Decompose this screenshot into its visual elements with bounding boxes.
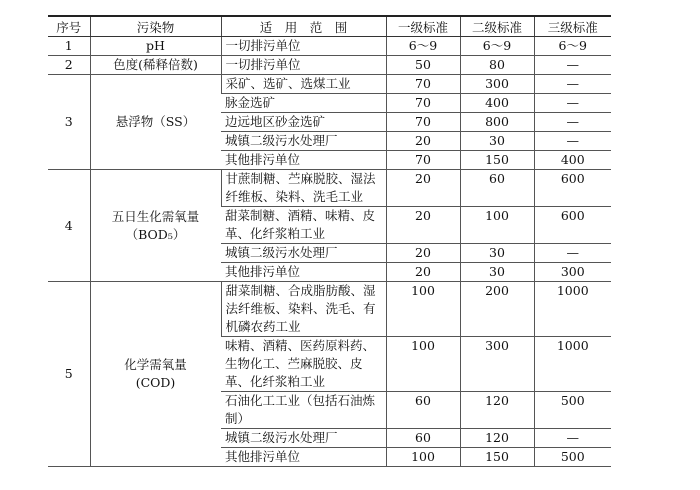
grade2-value: 300 <box>460 337 534 392</box>
scope-cell: 城镇二级污水处理厂 <box>221 132 386 151</box>
grade1-value: 70 <box>386 94 460 113</box>
grade2-value: 150 <box>460 448 534 467</box>
grade1-value: 60 <box>386 429 460 448</box>
pollutant-name: 色度(稀释倍数) <box>90 56 221 75</box>
grade3-value: — <box>534 113 611 132</box>
grade2-value: 6～9 <box>460 37 534 56</box>
grade1-value: 70 <box>386 113 460 132</box>
grade3-value: 6～9 <box>534 37 611 56</box>
grade3-value: 500 <box>534 392 611 429</box>
row-number: 4 <box>48 170 90 282</box>
grade2-value: 30 <box>460 244 534 263</box>
table-row <box>48 282 611 337</box>
grade2-value: 30 <box>460 132 534 151</box>
header-grade1: 一级标准 <box>386 16 460 37</box>
scope-cell: 脉金选矿 <box>221 94 386 113</box>
pollutant-name-line2: （BOD₅） <box>125 226 186 242</box>
grade2-value: 150 <box>460 151 534 170</box>
grade1-value: 100 <box>386 337 460 392</box>
row-number: 1 <box>48 37 90 56</box>
header-row <box>48 16 611 37</box>
grade2-value: 30 <box>460 263 534 282</box>
table-row <box>48 75 611 94</box>
grade2-value: 120 <box>460 429 534 448</box>
grade3-value: — <box>534 132 611 151</box>
grade3-value: 600 <box>534 170 611 207</box>
pollutant-name <box>90 170 221 282</box>
grade1-value: 20 <box>386 244 460 263</box>
grade3-value: — <box>534 94 611 113</box>
header-grade3: 三级标准 <box>534 16 611 37</box>
grade3-value: 400 <box>534 151 611 170</box>
grade1-value: 100 <box>386 282 460 337</box>
grade2-value: 60 <box>460 170 534 207</box>
scope-cell: 城镇二级污水处理厂 <box>221 429 386 448</box>
grade3-value: 1000 <box>534 282 611 337</box>
pollutant-name: 悬浮物（SS） <box>90 75 221 170</box>
row-number: 3 <box>48 75 90 170</box>
grade2-value: 400 <box>460 94 534 113</box>
table-row <box>48 56 611 75</box>
scope-cell: 石油化工工业（包括石油炼制） <box>221 392 386 429</box>
grade2-value: 200 <box>460 282 534 337</box>
scope-cell: 甜菜制糖、酒精、味精、皮革、化纤浆粕工业 <box>221 207 386 244</box>
pollutant-name-line1: 化学需氧量 <box>124 357 187 372</box>
scope-cell: 城镇二级污水处理厂 <box>221 244 386 263</box>
grade1-value: 20 <box>386 207 460 244</box>
grade1-value: 100 <box>386 448 460 467</box>
grade2-value: 800 <box>460 113 534 132</box>
header-pollutant: 污染物 <box>90 16 221 37</box>
grade1-value: 70 <box>386 75 460 94</box>
discharge-standards-table <box>48 15 611 467</box>
grade2-value: 120 <box>460 392 534 429</box>
grade1-value: 20 <box>386 263 460 282</box>
grade3-value: — <box>534 429 611 448</box>
grade2-value: 100 <box>460 207 534 244</box>
grade1-value: 60 <box>386 392 460 429</box>
row-number: 2 <box>48 56 90 75</box>
pollutant-name-line2: (COD) <box>135 375 176 390</box>
scope-cell: 边远地区砂金选矿 <box>221 113 386 132</box>
grade1-value: 70 <box>386 151 460 170</box>
pollutant-name: pH <box>90 37 221 56</box>
scope-cell: 甜菜制糖、合成脂肪酸、湿法纤维板、染料、洗毛、有机磷农药工业 <box>221 282 386 337</box>
scope-cell: 味精、酒精、医药原料药、生物化工、苎麻脱胶、皮革、化纤浆粕工业 <box>221 337 386 392</box>
grade3-value: 1000 <box>534 337 611 392</box>
grade3-value: — <box>534 56 611 75</box>
pollutant-name-line1: 五日生化需氧量 <box>111 208 200 224</box>
scope-cell: 其他排污单位 <box>221 263 386 282</box>
grade2-value: 300 <box>460 75 534 94</box>
grade3-value: — <box>534 75 611 94</box>
grade3-value: 600 <box>534 207 611 244</box>
scope-cell: 甘蔗制糖、苎麻脱胶、湿法纤维板、染料、洗毛工业 <box>221 170 386 207</box>
grade1-value: 6～9 <box>386 37 460 56</box>
row-number: 5 <box>48 282 90 467</box>
grade1-value: 20 <box>386 132 460 151</box>
grade1-value: 50 <box>386 56 460 75</box>
table-row <box>48 170 611 207</box>
scope-cell: 一切排污单位 <box>221 56 386 75</box>
grade2-value: 80 <box>460 56 534 75</box>
header-grade2: 二级标准 <box>460 16 534 37</box>
grade1-value: 20 <box>386 170 460 207</box>
grade3-value: — <box>534 244 611 263</box>
grade3-value: 500 <box>534 448 611 467</box>
scope-cell: 其他排污单位 <box>221 151 386 170</box>
grade3-value: 300 <box>534 263 611 282</box>
pollutant-name <box>90 282 221 467</box>
table-row <box>48 37 611 56</box>
scope-cell: 其他排污单位 <box>221 448 386 467</box>
scope-cell: 一切排污单位 <box>221 37 386 56</box>
header-no: 序号 <box>48 16 90 37</box>
header-scope: 适 用 范 围 <box>221 16 386 37</box>
scope-cell: 采矿、选矿、选煤工业 <box>221 75 386 94</box>
